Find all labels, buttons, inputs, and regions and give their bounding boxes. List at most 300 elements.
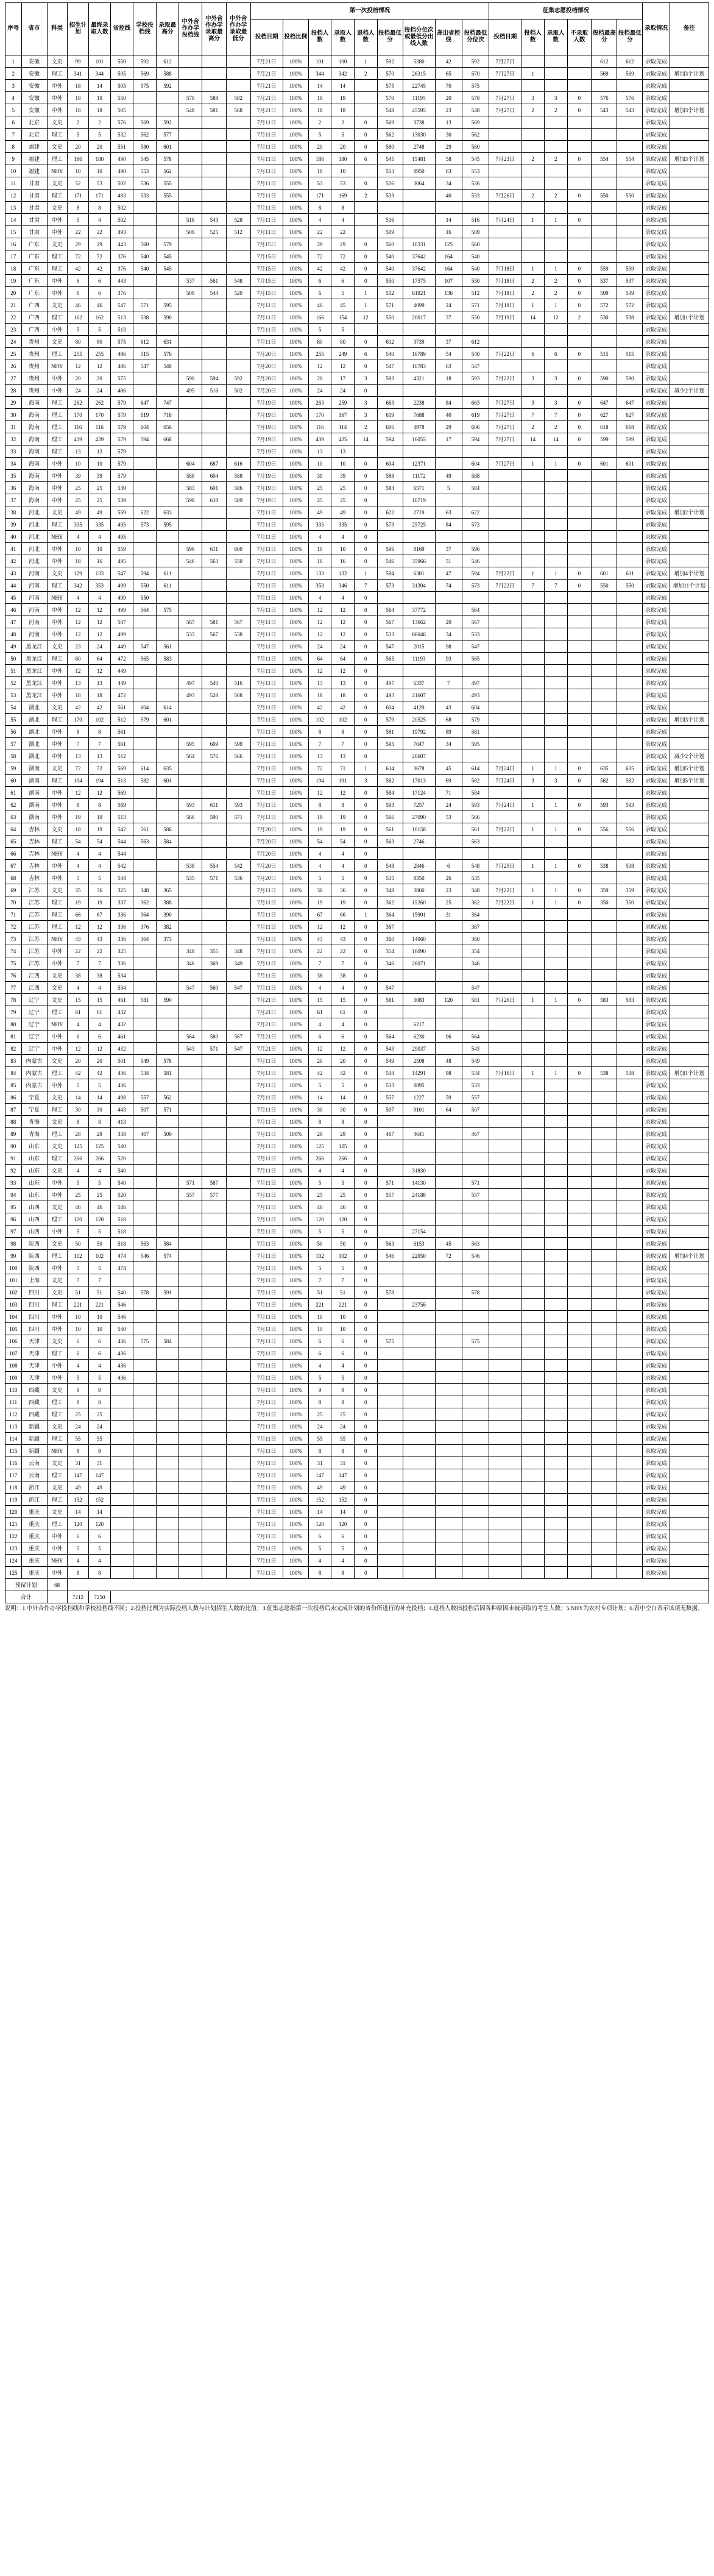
table-cell: 0 (354, 616, 377, 628)
table-cell (489, 494, 521, 506)
table-cell: 100% (283, 689, 308, 701)
table-cell (617, 1360, 643, 1372)
table-cell: 51 (89, 1286, 110, 1299)
table-row (5, 1055, 709, 1067)
header-second-return: 不录取人数 (567, 20, 592, 55)
table-cell: 22 (308, 226, 331, 238)
table-cell (435, 1494, 462, 1506)
table-row (5, 1396, 709, 1408)
table-cell (133, 372, 157, 385)
table-cell (156, 385, 179, 397)
table-cell (133, 1530, 157, 1542)
table-cell: 6 (331, 1031, 355, 1043)
table-cell (544, 616, 567, 628)
table-cell: 120 (331, 1213, 355, 1226)
table-cell: 录取完成 (643, 823, 670, 836)
table-cell (567, 738, 592, 750)
table-cell: 北京 (21, 129, 47, 141)
table-cell: 15 (89, 994, 110, 1006)
table-cell: 12 (331, 360, 355, 372)
table-cell (377, 592, 403, 604)
table-cell: 117 (5, 1469, 22, 1481)
summary-reserve-label: 预留计划 (5, 1579, 48, 1591)
table-cell (377, 1396, 403, 1408)
table-cell: 8 (89, 202, 110, 214)
table-cell (133, 738, 157, 750)
table-cell: 0 (354, 1006, 377, 1018)
table-cell: 100% (283, 1335, 308, 1347)
table-cell (462, 385, 489, 397)
table-cell (133, 1018, 157, 1031)
table-cell: 71 (5, 909, 22, 921)
table-cell (670, 1408, 709, 1421)
table-cell (156, 1031, 179, 1043)
table-cell: 7 (5, 129, 22, 141)
table-cell: 569 (110, 799, 133, 811)
table-cell: 635 (592, 762, 617, 775)
table-cell (110, 1567, 133, 1579)
table-cell: 录取完成 (643, 921, 670, 933)
table-cell (156, 1079, 179, 1091)
table-cell: 2 (544, 287, 567, 299)
table-cell (670, 884, 709, 896)
table-cell: 590 (179, 372, 202, 385)
table-cell: 31830 (403, 1165, 435, 1177)
table-cell (133, 982, 157, 994)
table-cell: 7 (308, 957, 331, 970)
table-cell (544, 726, 567, 738)
table-cell (226, 823, 250, 836)
table-cell (567, 1372, 592, 1384)
table-row (5, 689, 709, 701)
table-cell: 535 (462, 872, 489, 884)
table-cell (156, 531, 179, 543)
table-cell: 录取完成 (643, 1555, 670, 1567)
table-cell: 39 (67, 470, 88, 482)
table-cell: 449 (110, 665, 133, 677)
table-cell: 0 (354, 275, 377, 287)
table-cell (202, 665, 226, 677)
summary-total-plan: 7212 (67, 1591, 88, 1603)
table-cell (521, 1421, 545, 1433)
table-cell (179, 141, 202, 153)
table-cell: 152 (308, 1494, 331, 1506)
table-cell: 录取完成 (643, 665, 670, 677)
table-cell: 579 (110, 433, 133, 445)
table-cell: 8 (331, 799, 355, 811)
table-cell (226, 1384, 250, 1396)
table-cell: 文史 (47, 567, 67, 580)
table-cell: 6 (67, 1031, 88, 1043)
table-cell (179, 348, 202, 360)
table-cell: 录取完成 (643, 762, 670, 775)
table-cell (567, 1006, 592, 1018)
table-cell (489, 1323, 521, 1335)
table-cell: 335 (331, 519, 355, 531)
table-cell (544, 1201, 567, 1213)
table-cell: 12 (89, 628, 110, 640)
table-cell: 0 (354, 896, 377, 909)
table-cell (521, 1238, 545, 1250)
table-cell (670, 226, 709, 238)
table-cell (544, 1421, 567, 1433)
table-cell: 5 (67, 872, 88, 884)
table-cell: 61921 (403, 287, 435, 299)
table-cell: 532 (110, 129, 133, 141)
table-cell: 1 (354, 909, 377, 921)
table-cell: 1 (521, 567, 545, 580)
table-cell: 505 (110, 104, 133, 116)
table-cell: 493 (462, 689, 489, 701)
table-cell (156, 1567, 179, 1579)
table-cell: 0 (354, 628, 377, 640)
table-cell: 100% (283, 543, 308, 555)
table-cell (521, 55, 545, 68)
table-cell (489, 1213, 521, 1226)
table-cell (592, 1311, 617, 1323)
table-cell: 100% (283, 750, 308, 762)
table-cell: 录取完成 (643, 1360, 670, 1372)
table-cell: 8 (67, 799, 88, 811)
table-cell (403, 1421, 435, 1433)
table-cell: 录取完成 (643, 263, 670, 275)
table-cell: 6 (544, 348, 567, 360)
table-cell: 重庆 (21, 1567, 47, 1579)
table-cell: 录取完成 (643, 1006, 670, 1018)
table-cell: 7月11日 (250, 1262, 283, 1274)
table-cell (521, 1323, 545, 1335)
table-cell: 19 (89, 896, 110, 909)
header-first-over: 高出省控线 (435, 20, 462, 55)
table-cell (592, 1238, 617, 1250)
table-cell: 64 (331, 653, 355, 665)
table-cell (156, 1165, 179, 1177)
table-cell: 537 (179, 275, 202, 287)
table-cell (156, 1542, 179, 1555)
table-cell (521, 1481, 545, 1494)
table-cell (489, 519, 521, 531)
table-cell (179, 1286, 202, 1299)
table-cell (592, 945, 617, 957)
table-cell: 100% (283, 190, 308, 202)
table-cell (435, 1128, 462, 1140)
table-cell: 581 (377, 994, 403, 1006)
table-row (5, 531, 709, 543)
table-cell (489, 689, 521, 701)
table-cell (567, 1262, 592, 1274)
table-cell (544, 1396, 567, 1408)
table-cell: 16055 (403, 433, 435, 445)
table-cell (156, 1262, 179, 1274)
table-cell (202, 1055, 226, 1067)
table-cell (489, 1433, 521, 1445)
table-cell (617, 1250, 643, 1262)
table-cell: 0 (354, 1323, 377, 1335)
table-cell: 1 (521, 299, 545, 311)
table-cell (403, 1542, 435, 1555)
table-cell: 540 (110, 1140, 133, 1152)
table-cell (226, 1128, 250, 1140)
table-cell (110, 1408, 133, 1421)
table-cell: 346 (179, 957, 202, 970)
table-cell (592, 1116, 617, 1128)
table-cell: 120 (89, 1518, 110, 1530)
table-cell (435, 1372, 462, 1384)
table-cell: 黑龙江 (21, 665, 47, 677)
table-cell: 587 (202, 1177, 226, 1189)
table-cell: 7月11日 (250, 726, 283, 738)
table-cell: 20525 (403, 714, 435, 726)
table-cell (202, 1152, 226, 1165)
summary-total-admit: 7250 (89, 1591, 110, 1603)
table-cell: 100% (283, 470, 308, 482)
table-cell (226, 848, 250, 860)
table-row (5, 1421, 709, 1433)
table-cell: 538 (617, 860, 643, 872)
table-cell (354, 214, 377, 226)
table-cell: 596 (179, 543, 202, 555)
table-cell: 29 (89, 238, 110, 250)
table-cell: 6 (89, 1031, 110, 1043)
table-cell (403, 214, 435, 226)
table-cell: 36 (89, 884, 110, 896)
table-cell: 100% (283, 933, 308, 945)
table-cell: 黑龙江 (21, 653, 47, 665)
table-cell (133, 287, 157, 299)
table-cell (435, 836, 462, 848)
table-cell: 7 (67, 738, 88, 750)
table-cell: 理工 (47, 409, 67, 421)
table-row (5, 226, 709, 238)
table-cell (156, 1140, 179, 1152)
table-cell (592, 385, 617, 397)
table-cell (179, 1530, 202, 1542)
table-cell (544, 909, 567, 921)
table-cell: 100% (283, 214, 308, 226)
table-cell: 3 (544, 372, 567, 385)
table-cell (670, 177, 709, 190)
table-cell: 65 (5, 836, 22, 848)
table-cell: 8 (89, 1567, 110, 1579)
table-cell: 355 (202, 945, 226, 957)
table-cell: 江西 (21, 970, 47, 982)
table-cell: 录取完成 (643, 385, 670, 397)
table-cell: 89 (435, 726, 462, 738)
table-cell (179, 921, 202, 933)
table-cell: 590 (156, 311, 179, 324)
table-cell (670, 860, 709, 872)
table-cell (592, 141, 617, 153)
table-cell (435, 324, 462, 336)
table-cell: 100% (283, 1177, 308, 1189)
table-cell: 22 (308, 945, 331, 957)
table-cell (567, 68, 592, 80)
table-cell: 5 (331, 129, 355, 141)
table-cell (403, 848, 435, 860)
table-cell: 24 (67, 385, 88, 397)
table-cell (202, 640, 226, 653)
table-cell: 7月11日 (250, 640, 283, 653)
table-cell: 2 (521, 275, 545, 287)
table-cell (521, 1360, 545, 1372)
table-cell: 7月11日 (250, 165, 283, 177)
table-cell: 7月24日 (489, 799, 521, 811)
table-cell: 录取完成 (643, 202, 670, 214)
table-cell: 文史 (47, 1286, 67, 1299)
table-cell: 文史 (47, 1481, 67, 1494)
table-cell: 547 (110, 567, 133, 580)
table-cell: 518 (110, 1226, 133, 1238)
table-cell (403, 921, 435, 933)
table-cell (670, 555, 709, 567)
table-cell: 72 (308, 250, 331, 263)
table-cell (592, 1542, 617, 1555)
table-cell (133, 445, 157, 458)
table-cell: 辽宁 (21, 1006, 47, 1018)
table-cell: 7 (331, 1274, 355, 1286)
table-cell: 7月11日 (250, 1421, 283, 1433)
table-cell (592, 482, 617, 494)
table-cell (489, 1055, 521, 1067)
table-cell (435, 1274, 462, 1286)
table-cell: 346 (462, 957, 489, 970)
table-cell: 502 (110, 202, 133, 214)
table-cell (202, 994, 226, 1006)
table-cell (179, 531, 202, 543)
table-cell: 100% (283, 592, 308, 604)
table-cell (489, 1152, 521, 1165)
table-cell: 江苏 (21, 909, 47, 921)
table-row (5, 299, 709, 311)
table-cell: 7月11日 (250, 653, 283, 665)
table-cell: 353 (308, 580, 331, 592)
table-cell (521, 970, 545, 982)
table-cell: 512 (462, 287, 489, 299)
table-cell: 文史 (47, 1201, 67, 1213)
table-cell (403, 1201, 435, 1213)
table-cell: 582 (592, 775, 617, 787)
table-cell: 100 (331, 55, 355, 68)
table-cell (567, 1518, 592, 1530)
table-cell: 河南 (21, 580, 47, 592)
table-cell: 348 (226, 945, 250, 957)
table-cell: 7月21日 (250, 1006, 283, 1018)
table-cell (226, 1299, 250, 1311)
table-cell: 14 (308, 1506, 331, 1518)
table-cell (592, 238, 617, 250)
table-cell (521, 385, 545, 397)
table-cell: 221 (89, 1299, 110, 1311)
table-cell: 6 (89, 275, 110, 287)
table-cell: 辽宁 (21, 1018, 47, 1031)
table-cell: 540 (377, 250, 403, 263)
table-cell: 7月11日 (250, 116, 283, 129)
table-cell: 619 (133, 409, 157, 421)
table-cell: 255 (67, 348, 88, 360)
table-cell: 1 (5, 55, 22, 68)
table-cell: 湖北 (21, 714, 47, 726)
table-cell (617, 1530, 643, 1542)
table-cell: 100% (283, 1567, 308, 1579)
table-cell: 120 (67, 1213, 88, 1226)
table-cell (567, 506, 592, 519)
table-cell: 100% (283, 1408, 308, 1421)
table-row (5, 1031, 709, 1043)
table-cell: 10 (5, 165, 22, 177)
table-cell (521, 750, 545, 762)
table-cell: 100% (283, 506, 308, 519)
table-cell: 528 (226, 214, 250, 226)
table-cell: 569 (133, 68, 157, 80)
table-cell (592, 1445, 617, 1457)
table-cell: 70 (435, 80, 462, 92)
table-cell: 12 (308, 1043, 331, 1055)
table-cell: 录取完成 (643, 397, 670, 409)
table-cell: 17124 (403, 787, 435, 799)
table-cell: 495 (179, 385, 202, 397)
table-cell: 山东 (21, 1140, 47, 1152)
table-cell: 551 (110, 141, 133, 153)
table-cell: 中外 (47, 1043, 67, 1055)
table-cell: 100% (283, 311, 308, 324)
table-cell (179, 409, 202, 421)
table-cell: 4 (67, 531, 88, 543)
table-cell: 7月27日 (489, 92, 521, 104)
table-cell (133, 1457, 157, 1469)
table-cell: 595 (179, 738, 202, 750)
table-cell: 571 (202, 872, 226, 884)
table-cell (567, 1116, 592, 1128)
table-cell: 重庆 (21, 1542, 47, 1555)
table-cell (567, 1128, 592, 1140)
table-cell (226, 1311, 250, 1323)
table-cell (567, 1335, 592, 1347)
table-cell: 348 (462, 884, 489, 896)
table-cell (567, 494, 592, 506)
table-cell: 180 (331, 153, 355, 165)
table-cell: 100% (283, 226, 308, 238)
table-cell: 120 (67, 1518, 88, 1530)
table-cell (435, 1323, 462, 1335)
table-cell: 录取完成 (643, 653, 670, 665)
table-cell: 533 (462, 628, 489, 640)
table-cell (179, 836, 202, 848)
table-cell: 14 (89, 1091, 110, 1104)
table-cell: 11193 (403, 653, 435, 665)
table-cell: 593 (179, 799, 202, 811)
table-cell: 518 (110, 1213, 133, 1226)
table-cell: 120 (308, 1213, 331, 1226)
table-cell: 7月22日 (489, 580, 521, 592)
table-cell (179, 970, 202, 982)
table-cell (226, 994, 250, 1006)
table-cell (489, 738, 521, 750)
table-cell (521, 1506, 545, 1518)
table-cell: 5 (308, 1262, 331, 1274)
table-cell: 72 (435, 1250, 462, 1262)
table-cell: 14 (89, 80, 110, 92)
table-cell: 550 (110, 92, 133, 104)
table-cell: 31 (89, 1457, 110, 1469)
table-cell (156, 1372, 179, 1384)
table-cell: 录取完成 (643, 1116, 670, 1128)
table-cell: 42 (67, 263, 88, 275)
table-cell (179, 1238, 202, 1250)
table-cell (202, 1018, 226, 1031)
table-row (5, 1165, 709, 1177)
table-cell: 2 (308, 116, 331, 129)
table-cell: 6 (521, 348, 545, 360)
